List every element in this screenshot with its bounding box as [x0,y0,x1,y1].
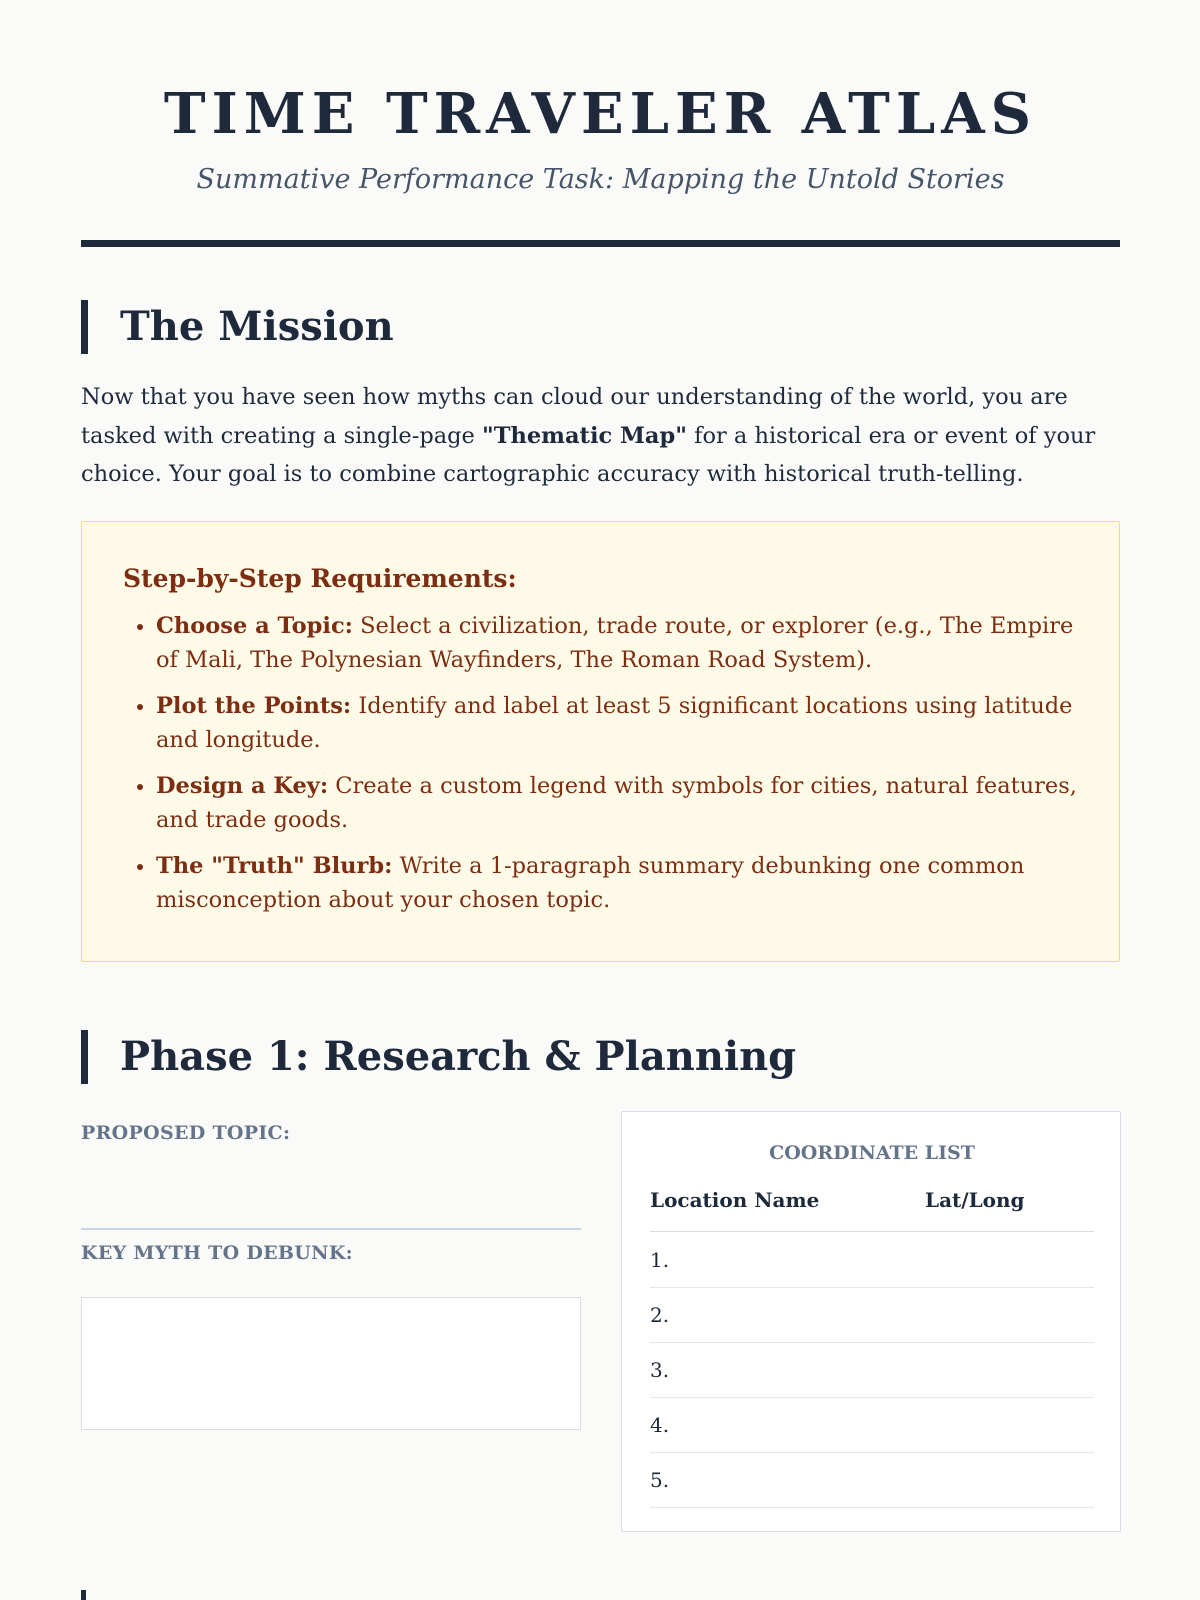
next-section-heading-bar [81,1590,86,1600]
coordinate-list-card [621,1111,1121,1532]
coordinate-row[interactable]: 2. [650,1288,1094,1343]
mission-paragraph [81,378,1120,494]
mission-text-bold: "Thematic Map" [482,422,687,449]
requirement-item-points [156,690,1079,757]
requirement-item-topic [156,610,1079,677]
requirements-box [81,521,1120,962]
mission-text-part-2: for a historical era or event of your choice. Your goal is to combine cartographic accuracy with historical truth-telling. [81,422,1096,487]
page-title: TIME TRAVELER ATLAS [163,81,1038,147]
mission-text-part-1: Now that you have seen how myths can cloud our understanding of the world, you are tasked with creating a single-page [81,384,1068,449]
key-myth-label: KEY MYTH TO DEBUNK: [81,1242,353,1264]
requirement-label: Design a Key: [156,773,329,799]
requirement-item-key [156,770,1079,837]
coordinate-row[interactable]: 4. [650,1398,1094,1453]
requirement-label: The "Truth" Blurb: [156,853,393,879]
requirements-list [123,610,1079,917]
requirement-text: Write a 1-paragraph summary debunking one common misconception about your chosen topic. [156,853,1025,913]
mission-heading: The Mission [81,300,394,354]
requirement-label: Plot the Points: [156,693,352,719]
key-myth-field[interactable] [81,1297,581,1430]
page-subtitle: Summative Performance Task: Mapping the Untold Stories [196,164,1005,195]
requirement-text: Select a civilization, trade route, or explorer (e.g., The Empire of Mali, The Polynesian Wayfinders, The Roman Road System). [156,613,1074,673]
requirements-title: Step-by-Step Requirements: [123,564,517,593]
proposed-topic-label: PROPOSED TOPIC: [81,1122,291,1144]
coordinate-row[interactable]: 3. [650,1343,1094,1398]
coordinate-table-header [650,1188,1094,1232]
coordinate-list-title: COORDINATE LIST [769,1142,975,1164]
column-header-location-name: Location Name [650,1188,820,1212]
proposed-topic-field[interactable] [81,1228,581,1230]
title-divider [81,240,1120,247]
requirement-text: Identify and label at least 5 significant locations using latitude and longitude. [156,693,1073,753]
coordinate-row[interactable]: 5. [650,1453,1094,1508]
requirement-text: Create a custom legend with symbols for cities, natural features, and trade goods. [156,773,1077,833]
coordinate-row[interactable]: 1. [650,1233,1094,1288]
phase1-heading: Phase 1: Research & Planning [81,1030,796,1084]
column-header-lat-long: Lat/Long [925,1188,1025,1212]
requirement-item-blurb [156,850,1079,917]
requirement-label: Choose a Topic: [156,613,353,639]
